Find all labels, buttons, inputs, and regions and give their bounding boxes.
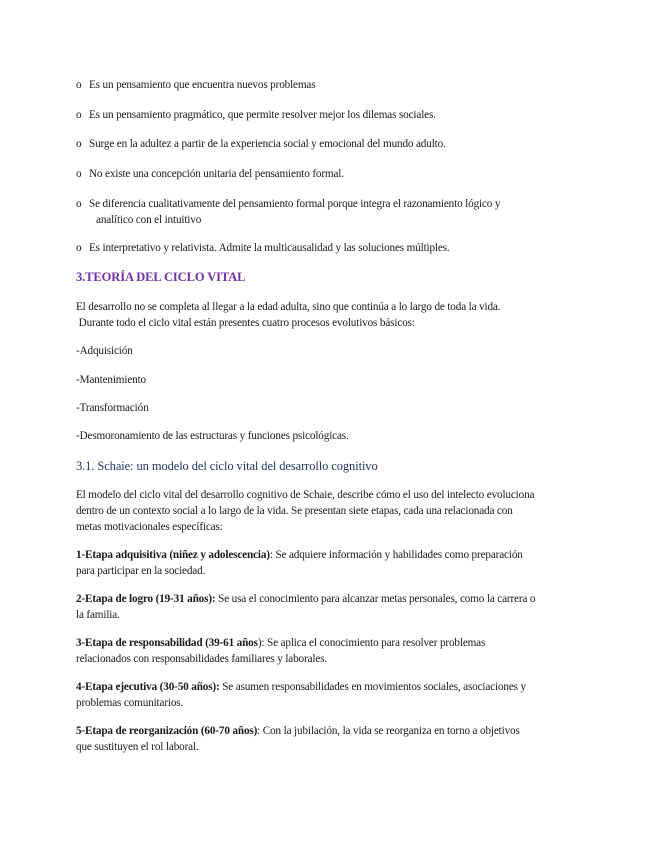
intro-line: El desarrollo no se completa al llegar a la edad adulta, sino que continúa a lo largo de toda la vida. xyxy=(76,301,501,313)
stage-title: 2-Etapa de logro (19-31 años): xyxy=(76,593,216,605)
bullet-text: No existe una concepción unitaria del pensamiento formal. xyxy=(89,168,344,180)
stage-text: Se usa el conocimiento para alcanzar metas personales, como la carrera o xyxy=(215,593,536,605)
bullet-text: Surge en la adultez a partir de la experiencia social y emocional del mundo adulto. xyxy=(89,138,446,150)
stage-item xyxy=(76,679,581,711)
subsection-intro xyxy=(76,487,581,535)
process-item: -Mantenimiento xyxy=(76,374,146,386)
bullet-text: Es un pensamiento que encuentra nuevos problemas xyxy=(89,79,316,91)
bullet-item xyxy=(76,136,556,152)
bullet-item xyxy=(76,166,556,182)
intro-line: Durante todo el ciclo vital están presentes cuatro procesos evolutivos básicos: xyxy=(76,317,415,329)
stage-text: para participar en la sociedad. xyxy=(76,565,206,577)
stage-title: 5-Etapa de reorganización (60-70 años) xyxy=(76,725,258,737)
bullet-marker: o xyxy=(76,198,82,210)
bullet-marker: o xyxy=(76,168,82,180)
section-intro xyxy=(76,299,581,331)
stage-item xyxy=(76,547,581,579)
stage-text: relacionados con responsabilidades familiares y laborales. xyxy=(76,653,328,665)
bullet-text: Es interpretativo y relativista. Admite la multicausalidad y las soluciones múltiples. xyxy=(89,242,450,254)
stage-text: Se asumen responsabilidades en movimientos sociales, asociaciones y xyxy=(219,681,526,693)
bullet-marker: o xyxy=(76,242,82,254)
intro-line: El modelo del ciclo vital del desarrollo cognitivo de Schaie, describe cómo el uso del intelecto evoluciona xyxy=(76,489,535,501)
stage-title: 4-Etapa ejecutiva (30-50 años): xyxy=(76,681,220,693)
bullet-item xyxy=(76,196,576,228)
stage-item xyxy=(76,723,581,755)
stage-text: : Con la jubilación, la vida se reorganiza en torno a objetivos xyxy=(257,725,520,737)
stage-item xyxy=(76,591,581,623)
bullet-marker: o xyxy=(76,79,82,91)
process-item: -Desmoronamiento de las estructuras y funciones psicológicas. xyxy=(76,430,349,442)
section-heading: 3.TEORÍA DEL CICLO VITAL xyxy=(76,270,246,284)
bullet-marker: o xyxy=(76,138,82,150)
bullet-text-line2: analítico con el intuitivo xyxy=(96,214,202,226)
process-item: -Adquisición xyxy=(76,345,133,357)
bullet-marker: o xyxy=(76,109,82,121)
intro-line: metas motivacionales específicas: xyxy=(76,521,223,533)
stage-text: la familia. xyxy=(76,609,120,621)
stage-text: que sustituyen el rol laboral. xyxy=(76,741,199,753)
stage-text: : Se adquiere información y habilidades como preparación xyxy=(269,549,523,561)
subsection-heading: 3.1. Schaie: un modelo del ciclo vital del desarrollo cognitivo xyxy=(76,459,378,473)
bullet-item xyxy=(76,240,556,256)
bullet-text xyxy=(76,196,576,228)
intro-line: dentro de un contexto social a lo largo de la vida. Se presentan siete etapas, cada una relacionada con xyxy=(76,505,513,517)
stage-text: problemas comunitarios. xyxy=(76,697,184,709)
bullet-item xyxy=(76,107,556,123)
process-item: -Transformación xyxy=(76,402,149,414)
stage-title: 3-Etapa de responsabilidad (39-61 años xyxy=(76,637,258,649)
bullet-item xyxy=(76,77,556,93)
bullet-text: Es un pensamiento pragmático, que permite resolver mejor los dilemas sociales. xyxy=(89,109,436,121)
stage-item xyxy=(76,635,581,667)
stage-text: ): Se aplica el conocimiento para resolver problemas xyxy=(257,637,486,649)
stage-title: 1-Etapa adquisitiva (niñez y adolescencia) xyxy=(76,549,270,561)
bullet-text-line1: Se diferencia cualitativamente del pensamiento formal porque integra el razonamiento lógico y xyxy=(89,198,501,210)
